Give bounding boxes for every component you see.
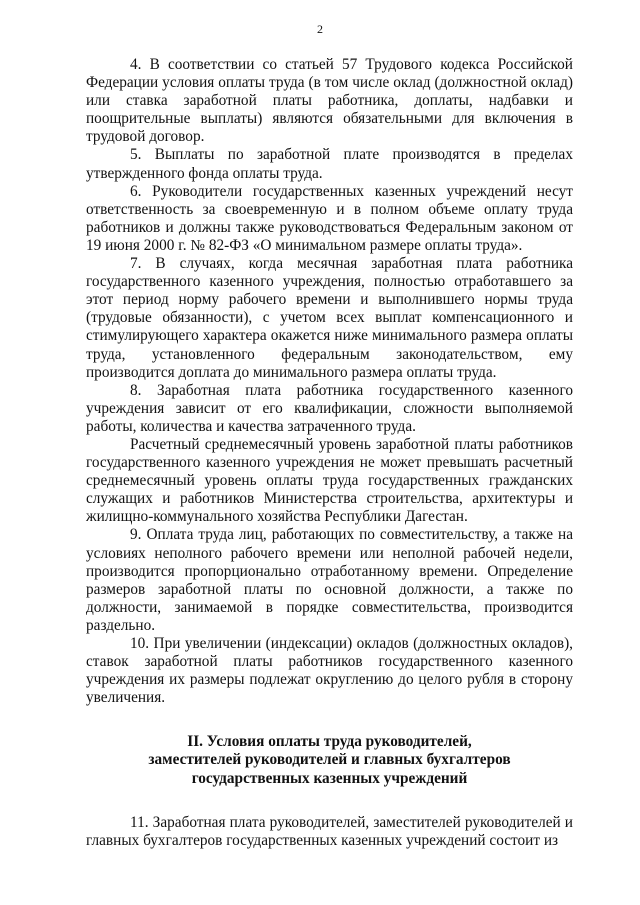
paragraph-8-continued: Расчетный среднемесячный уровень заработной платы работников государственного казенного учреждения не может превышать расчетный среднемесячный уровень оплаты труда государственных гражданских служащих и работников Министерства строительства, архитектуры и жилищно-коммунального хозяйства Республики Дагестан.	[86, 435, 573, 526]
section-heading	[86, 707, 573, 813]
document-body	[86, 56, 573, 850]
paragraph-7: 7. В случаях, когда месячная заработная плата работника государственного казенного учреждения, полностью отработавшего за этот период норму рабочего времени и выполнившего нормы труда (трудовые обязанности), с учетом всех выплат компенсационного и стимулирующего характера окажется ниже минимального размера оплаты труда, установленного федеральным законодательством, ему производится доплата до минимального размера оплаты труда.	[86, 255, 573, 381]
paragraph-4: 4. В соответствии со статьей 57 Трудового кодекса Российской Федерации условия оплаты труда (в том числе оклад (должностной оклад) или ставка заработной платы работника, доплаты, надбавки и поощрительные выплаты) являются обязательными для включения в трудовой договор.	[86, 56, 573, 146]
section-heading-line-3: государственных казенных учреждений	[191, 769, 468, 787]
paragraph-8: 8. Заработная плата работника государственного казенного учреждения зависит от его квалификации, сложности выполняемой работы, количества и качества затраченного труда.	[86, 381, 573, 435]
page-number: 2	[317, 22, 323, 36]
section-heading-line-1: II. Условия оплаты труда руководителей,	[187, 733, 472, 751]
paragraph-6: 6. Руководители государственных казенных учреждений несут ответственность за своевременную и в полном объеме оплату труда работников и должны также руководствоваться Федеральным законом от 19 июня 2000 г. № 82-ФЗ «О минимальном размере оплаты труда».	[86, 182, 573, 254]
paragraph-11: 11. Заработная плата руководителей, заместителей руководителей и главных бухгалтеров государственных казенных учреждений состоит из	[86, 813, 573, 849]
paragraph-5: 5. Выплаты по заработной плате производятся в пределах утвержденного фонда оплаты труда.	[86, 146, 573, 182]
section-heading-line-2: заместителей руководителей и главных бухгалтеров	[148, 751, 511, 769]
paragraph-9: 9. Оплата труда лиц, работающих по совместительству, а также на условиях неполного рабочего времени или неполной рабочей недели, производится пропорционально отработанному времени. Определение размеров заработной платы по основной должности, а также по должности, занимаемой в порядке совместительства, производится раздельно.	[86, 526, 573, 634]
paragraph-10: 10. При увеличении (индексации) окладов (должностных окладов), ставок заработной платы работников государственного казенного учреждения их размеры подлежат округлению до целого рубля в сторону увеличения.	[86, 635, 573, 707]
